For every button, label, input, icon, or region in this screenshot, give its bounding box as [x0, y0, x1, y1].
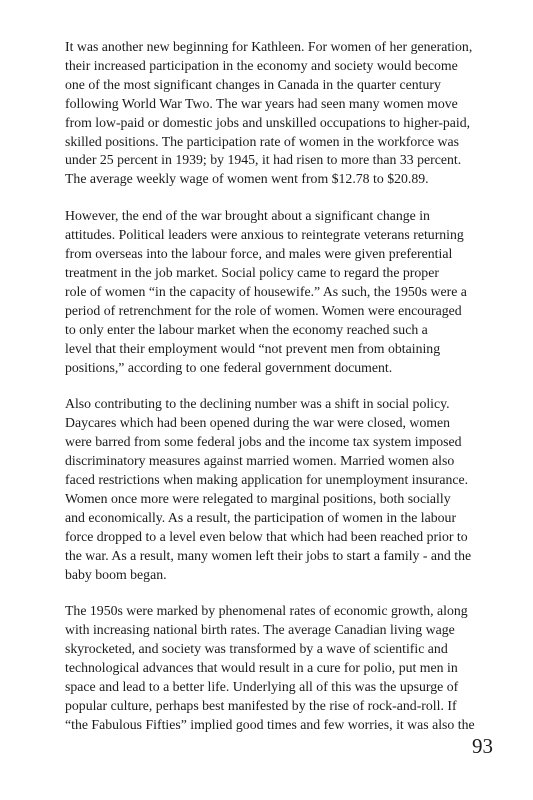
text-line: baby boom began.: [65, 566, 167, 582]
text-line: skilled positions. The participation rate of women in the workforce was: [65, 133, 460, 149]
text-line: force dropped to a level even below that which had been reached prior to: [65, 528, 468, 544]
text-line: Also contributing to the declining number was a shift in social policy.: [65, 396, 450, 412]
text-line: role of women “in the capacity of housewife.” As such, the 1950s were a: [65, 283, 467, 299]
text-line: one of the most significant changes in Canada in the quarter century: [65, 76, 441, 92]
text-line: under 25 percent in 1939; by 1945, it had risen to more than 33 percent.: [65, 152, 462, 168]
text-line: faced restrictions when making application for unemployment insurance.: [65, 472, 469, 488]
paragraph-2: [65, 207, 495, 377]
text-line: were barred from some federal jobs and the income tax system imposed: [65, 434, 462, 450]
text-line: The 1950s were marked by phenomenal rates of economic growth, along: [65, 603, 468, 619]
text-line: with increasing national birth rates. The average Canadian living wage: [65, 622, 455, 638]
text-line: their increased participation in the economy and society would become: [65, 57, 458, 73]
body-text: [65, 38, 495, 753]
text-line: the war. As a result, many women left their jobs to start a family - and the: [65, 547, 472, 563]
text-line: Daycares which had been opened during the war were closed, women: [65, 415, 451, 431]
text-line: treatment in the job market. Social policy came to regard the proper: [65, 264, 439, 280]
text-line: to only enter the labour market when the economy reached such a: [65, 321, 428, 337]
text-line: Women once more were relegated to marginal positions, both socially: [65, 490, 451, 506]
text-line: following World War Two. The war years had seen many women move: [65, 95, 458, 111]
text-line: It was another new beginning for Kathleen. For women of her generation,: [65, 39, 473, 54]
text-line: However, the end of the war brought about a significant change in: [65, 208, 430, 224]
paragraph-1: [65, 38, 495, 189]
text-line: “the Fabulous Fifties” implied good times and few worries, it was also the: [65, 716, 475, 732]
text-line: The average weekly wage of women went from $12.78 to $20.89.: [65, 171, 429, 187]
paragraph-4: [65, 602, 495, 734]
text-line: from low-paid or domestic jobs and unskilled occupations to higher-paid,: [65, 114, 471, 130]
text-line: level that their employment would “not prevent men from obtaining: [65, 340, 441, 356]
text-line: from overseas into the labour force, and males were given preferential: [65, 246, 453, 262]
text-line: attitudes. Political leaders were anxious to reintegrate veterans returning: [65, 227, 464, 243]
text-line: and economically. As a result, the participation of women in the labour: [65, 509, 457, 525]
text-line: technological advances that would result in a cure for polio, put men in: [65, 660, 458, 676]
text-line: positions,” according to one federal government document.: [65, 359, 393, 375]
paragraph-3: [65, 395, 495, 584]
text-line: space and lead to a better life. Underlying all of this was the upsurge of: [65, 679, 459, 695]
text-line: skyrocketed, and society was transformed by a wave of scientific and: [65, 641, 448, 657]
text-line: popular culture, perhaps best manifested by the rise of rock-and-roll. If: [65, 698, 457, 713]
text-line: discriminatory measures against married women. Married women also: [65, 453, 455, 469]
page-number: 93: [472, 734, 493, 758]
text-line: period of retrenchment for the role of women. Women were encouraged: [65, 302, 462, 318]
